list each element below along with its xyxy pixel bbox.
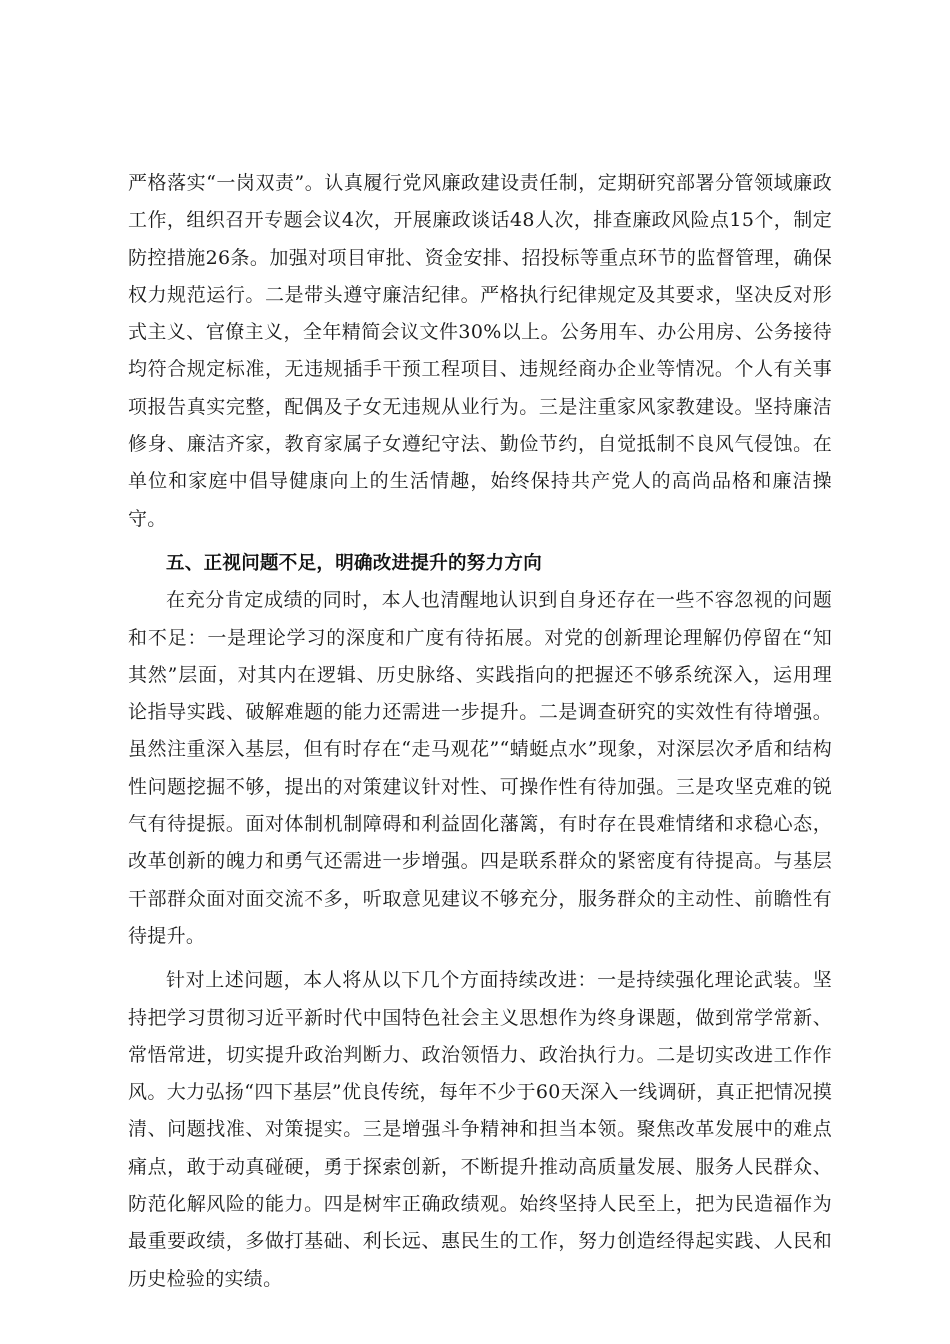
document-page	[128, 165, 832, 1298]
paragraph-gap	[128, 538, 832, 545]
paragraph-gap	[128, 955, 832, 962]
body-paragraph-continuation: 严格落实“一岗双责”。认真履行党风廉政建设责任制，定期研究部署分管领域廉政工作，组织召开专题会议4次，开展廉政谈话48人次，排查廉政风险点15个，制定防控措施26条。加强对项目审批、资金安排、招投标等重点环节的监督管理，确保权力规范运行。二是带头遵守廉洁纪律。严格执行纪律规定及其要求，坚决反对形式主义、官僚主义，全年精简会议文件30%以上。公务用车、办公用房、公务接待均符合规定标准，无违规插手干预工程项目、违规经商办企业等情况。个人有关事项报告真实完整，配偶及子女无违规从业行为。三是注重家风家教建设。坚持廉洁修身、廉洁齐家，教育家属子女遵纪守法、勤俭节约，自觉抵制不良风气侵蚀。在单位和家庭中倡导健康向上的生活情趣，始终保持共产党人的高尚品格和廉洁操守。	[128, 172, 832, 530]
section-heading: 五、正视问题不足，明确改进提升的努力方向	[166, 552, 543, 574]
body-paragraph-improvements: 针对上述问题，本人将从以下几个方面持续改进：一是持续强化理论武装。坚持把学习贯彻习近平新时代中国特色社会主义思想作为终身课题，做到常学常新、常悟常进，切实提升政治判断力、政治领悟力、政治执行力。二是切实改进工作作风。大力弘扬“四下基层”优良传统，每年不少于60天深入一线调研，真正把情况摸清、问题找准、对策提实。三是增强斗争精神和担当本领。聚焦改革发展中的难点痛点，敢于动真碰硬，勇于探索创新，不断提升推动高质量发展、服务人民群众、防范化解风险的能力。四是树牢正确政绩观。始终坚持人民至上，把为民造福作为最重要政绩，多做打基础、利长远、惠民生的工作，努力创造经得起实践、人民和历史检验的实绩。	[128, 969, 832, 1290]
body-paragraph-problems: 在充分肯定成绩的同时，本人也清醒地认识到自身还存在一些不容忽视的问题和不足：一是理论学习的深度和广度有待拓展。对党的创新理论理解仍停留在“知其然”层面，对其内在逻辑、历史脉络、实践指向的把握还不够系统深入，运用理论指导实践、破解难题的能力还需进一步提升。二是调查研究的实效性有待增强。虽然注重深入基层，但有时存在“走马观花”“蜻蜓点水”现象，对深层次矛盾和结构性问题挖掘不够，提出的对策建议针对性、可操作性有待加强。三是攻坚克难的锐气有待提振。面对体制机制障碍和利益固化藩篱，有时存在畏难情绪和求稳心态，改革创新的魄力和勇气还需进一步增强。四是联系群众的紧密度有待提高。与基层干部群众面对面交流不多，听取意见建议不够充分，服务群众的主动性、前瞻性有待提升。	[128, 589, 832, 947]
